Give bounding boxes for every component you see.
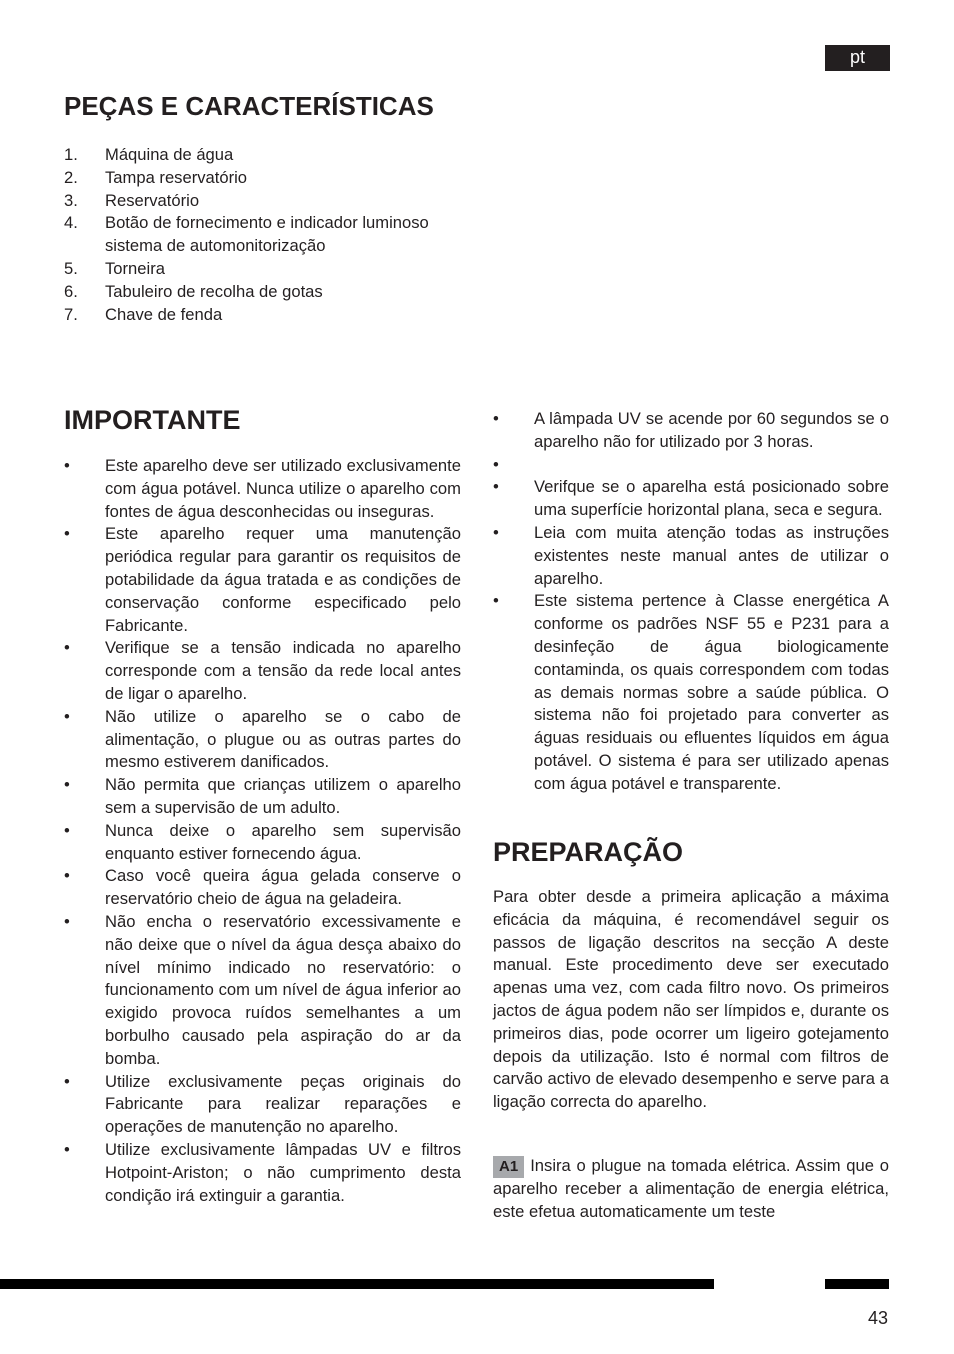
bullet-text: Nunca deixe o aparelho sem supervisão enquanto estiver fornecendo água. [105, 820, 461, 863]
bullet-text: Verifique se a tensão indicada no aparelho corresponde com a tensão da rede local antes de ligar o aparelho. [105, 638, 461, 703]
bullet-icon: • [64, 775, 70, 795]
list-item-text: Tampa reservatório [105, 167, 248, 187]
bullet-icon: • [493, 522, 499, 542]
bullet-icon: • [64, 911, 70, 931]
bullet-item [64, 774, 461, 820]
parts-list-item [64, 258, 464, 281]
bullet-item [64, 1139, 461, 1207]
bullet-item [493, 590, 889, 795]
bullet-text: Não permita que crianças utilizem o aparelho sem a supervisão de um adulto. [105, 775, 461, 817]
bullet-icon: • [64, 638, 70, 658]
step-text: Insira o plugue na tomada elétrica. Assim que o aparelho receber a alimentação de energia elétrica, este efetua automaticamente um teste [493, 1156, 889, 1221]
list-item-text: Chave de fenda [105, 304, 223, 324]
bullet-item [493, 408, 889, 454]
section-title-importante: IMPORTANTE [64, 405, 241, 435]
parts-list-item [64, 304, 464, 327]
bullet-item [493, 454, 889, 477]
preparacao-step [493, 1155, 889, 1224]
parts-list-item [64, 167, 464, 190]
list-number: 4. [64, 213, 78, 233]
bullet-item [64, 911, 461, 1071]
bullet-icon: • [64, 706, 70, 726]
bullet-icon: • [64, 866, 70, 886]
importante-list-left [64, 455, 461, 1207]
bullet-item [64, 523, 461, 637]
list-item-text: Botão de fornecimento e indicador luminoso sistema de automonitorização [105, 213, 429, 256]
parts-list-item [64, 281, 464, 304]
list-number: 3. [64, 190, 78, 210]
list-item-text: Tabuleiro de recolha de gotas [105, 281, 323, 301]
bullet-item [64, 637, 461, 705]
bullet-text: Este sistema pertence à Classe energética A conforme os padrões NSF 55 e P231 para a desinfeção de água biologicamente contaminda, os quais correspondem com todas as demais normas sobre a saúde pública. O sistema não foi projetado para converter as águas residuais ou efluentes líquidos em água potável. O sistema é para ser utilizado apenas com água potável e transparente. [534, 591, 889, 793]
bullet-text: Este aparelho requer uma manutenção periódica regular para garantir os requisitos de potabilidade da água tratada e as condições de conservação conforme especificado pelo Fabricante. [105, 524, 461, 635]
bullet-item [493, 522, 889, 590]
list-item-text: Máquina de água [105, 145, 234, 164]
bullet-item [64, 706, 461, 774]
bullet-item [64, 1071, 461, 1139]
bullet-item [493, 476, 889, 522]
language-tab: pt [825, 45, 890, 71]
list-number: 2. [64, 167, 78, 187]
list-number: 5. [64, 258, 78, 278]
bullet-text: Não utilize o aparelho se o cabo de alimentação, o plugue ou as outras partes do mesmo estiverem danificados. [105, 706, 461, 772]
bullet-icon: • [64, 820, 70, 840]
bullet-item [64, 820, 461, 866]
list-number: 7. [64, 304, 78, 324]
section-title-pecas: PEÇAS E CARACTERÍSTICAS [64, 91, 434, 121]
bullet-icon: • [64, 1071, 70, 1091]
list-item-text: Reservatório [105, 190, 200, 210]
parts-list [64, 144, 464, 326]
list-item-text: Torneira [105, 258, 165, 278]
bullet-item [64, 455, 461, 523]
bullet-text: Utilize exclusivamente lâmpadas UV e filtros Hotpoint-Ariston; o não cumprimento desta condição irá extinguir a garantia. [105, 1139, 461, 1205]
bullet-text: Não encha o reservatório excessivamente e não deixe que o nível da água desça abaixo do nível mínimo indicado no reservatório: o funcionamento com um nível de água inferior ao exigido provoca ruídos semelhantes a um borbulho causado pela aspiração do ar da bomba. [105, 911, 461, 1068]
parts-list-item [64, 190, 464, 213]
bullet-text: Leia com muita atenção todas as instruções existentes neste manual antes de utilizar o aparelho. [534, 522, 889, 588]
list-number: 6. [64, 281, 78, 301]
parts-list-item [64, 212, 464, 258]
footer-bar-left [0, 1279, 714, 1289]
bullet-text: Verifque se o aparelha está posicionado sobre uma superfície horizontal plana, seca e segura. [534, 477, 889, 520]
bullet-item [64, 865, 461, 911]
bullet-text [534, 455, 539, 474]
bullet-icon: • [493, 477, 499, 497]
bullet-icon: • [493, 454, 499, 474]
bullet-text: Utilize exclusivamente peças originais do Fabricante para realizar reparações e operações de manutenção no aparelho. [105, 1071, 461, 1137]
step-badge: A1 [493, 1156, 524, 1178]
preparacao-paragraph: Para obter desde a primeira aplicação a máxima eficácia da máquina, é recomendável seguir os passos de ligação descritos na secção A deste manual. Este procedimento deve ser executado apenas uma vez, com cada filtro novo. Os primeiros jactos de água podem não ser límpidos e, durante os primeiros dias, pode ocorrer um ligeiro gotejamento depois da utilização. Isto é normal com filtros de carvão activo de elevado desempenho e serve para a ligação correcta do aparelho. [493, 887, 889, 1112]
parts-list-item [64, 144, 464, 167]
page-number: 43 [867, 1308, 888, 1328]
bullet-text: A lâmpada UV se acende por 60 segundos se o aparelho não for utilizado por 3 horas. [534, 409, 889, 451]
footer-bar-right [825, 1279, 889, 1289]
list-number: 1. [64, 145, 78, 164]
section-title-preparacao: PREPARAÇÃO [493, 837, 684, 867]
bullet-icon: • [64, 1139, 70, 1159]
bullet-icon: • [64, 456, 70, 475]
importante-list-right [493, 408, 889, 796]
bullet-icon: • [493, 409, 499, 428]
bullet-icon: • [64, 524, 70, 544]
bullet-text: Caso você queira água gelada conserve o reservatório cheio de água na geladeira. [105, 866, 461, 909]
bullet-text: Este aparelho deve ser utilizado exclusivamente com água potável. Nunca utilize o aparelho com fontes de água desconhecidas ou inseguras. [105, 456, 461, 521]
bullet-icon: • [493, 591, 499, 611]
